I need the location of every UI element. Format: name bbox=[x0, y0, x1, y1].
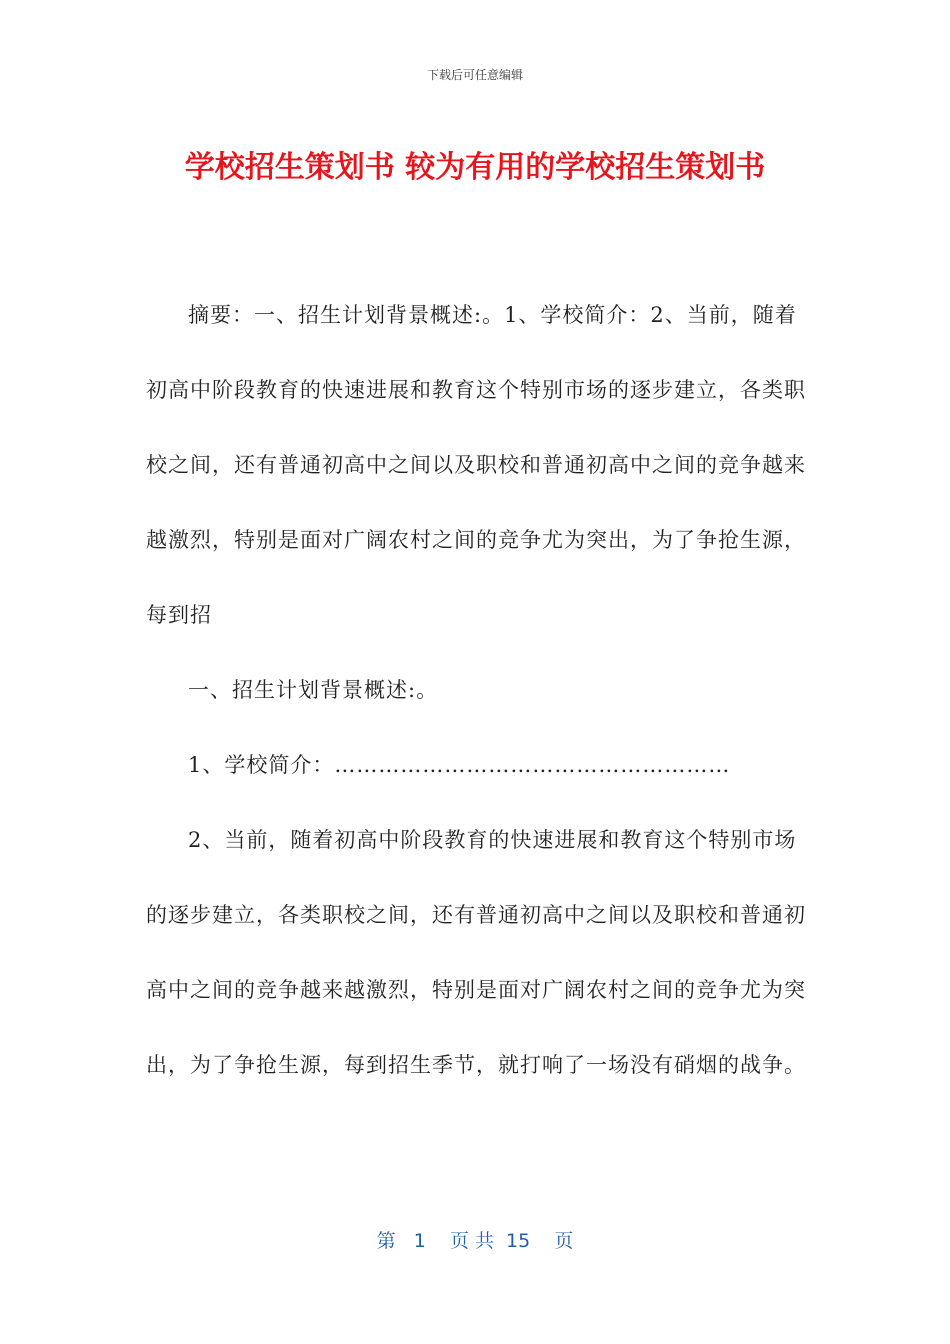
header-note: 下载后可任意编辑 bbox=[426, 68, 523, 82]
paragraph-section-heading: 一、招生计划背景概述:。 bbox=[188, 678, 439, 702]
paragraph-abstract: 摘要：一、招生计划背景概述:。1、学校简介：2、当前，随着初高中阶段教育的快速进展和教育这个特别市场的逐步建立，各类职校之间，还有普通初高中之间以及职校和普通初高中之间的竞争越来越激烈，特别是面对广阔农村之间的竞争尤为突出，为了争抢生源，每到招 bbox=[146, 303, 806, 627]
document-title: 学校招生策划书 较为有用的学校招生策划书 bbox=[184, 150, 766, 185]
paragraph-current-situation: 2、当前，随着初高中阶段教育的快速进展和教育这个特别市场的逐步建立，各类职校之间，还有普通初高中之间以及职校和普通初高中之间的竞争越来越激烈，特别是面对广阔农村之间的竞争尤为突出，为了争抢生源，每到招生季节，就打响了一场没有硝烟的战争。 bbox=[146, 828, 806, 1077]
document-body bbox=[146, 278, 806, 1103]
paragraph-school-intro: 1、学校简介：……………………………………………… bbox=[188, 753, 731, 777]
page-number-footer: 第 1 页 共 15 页 bbox=[376, 1230, 574, 1252]
